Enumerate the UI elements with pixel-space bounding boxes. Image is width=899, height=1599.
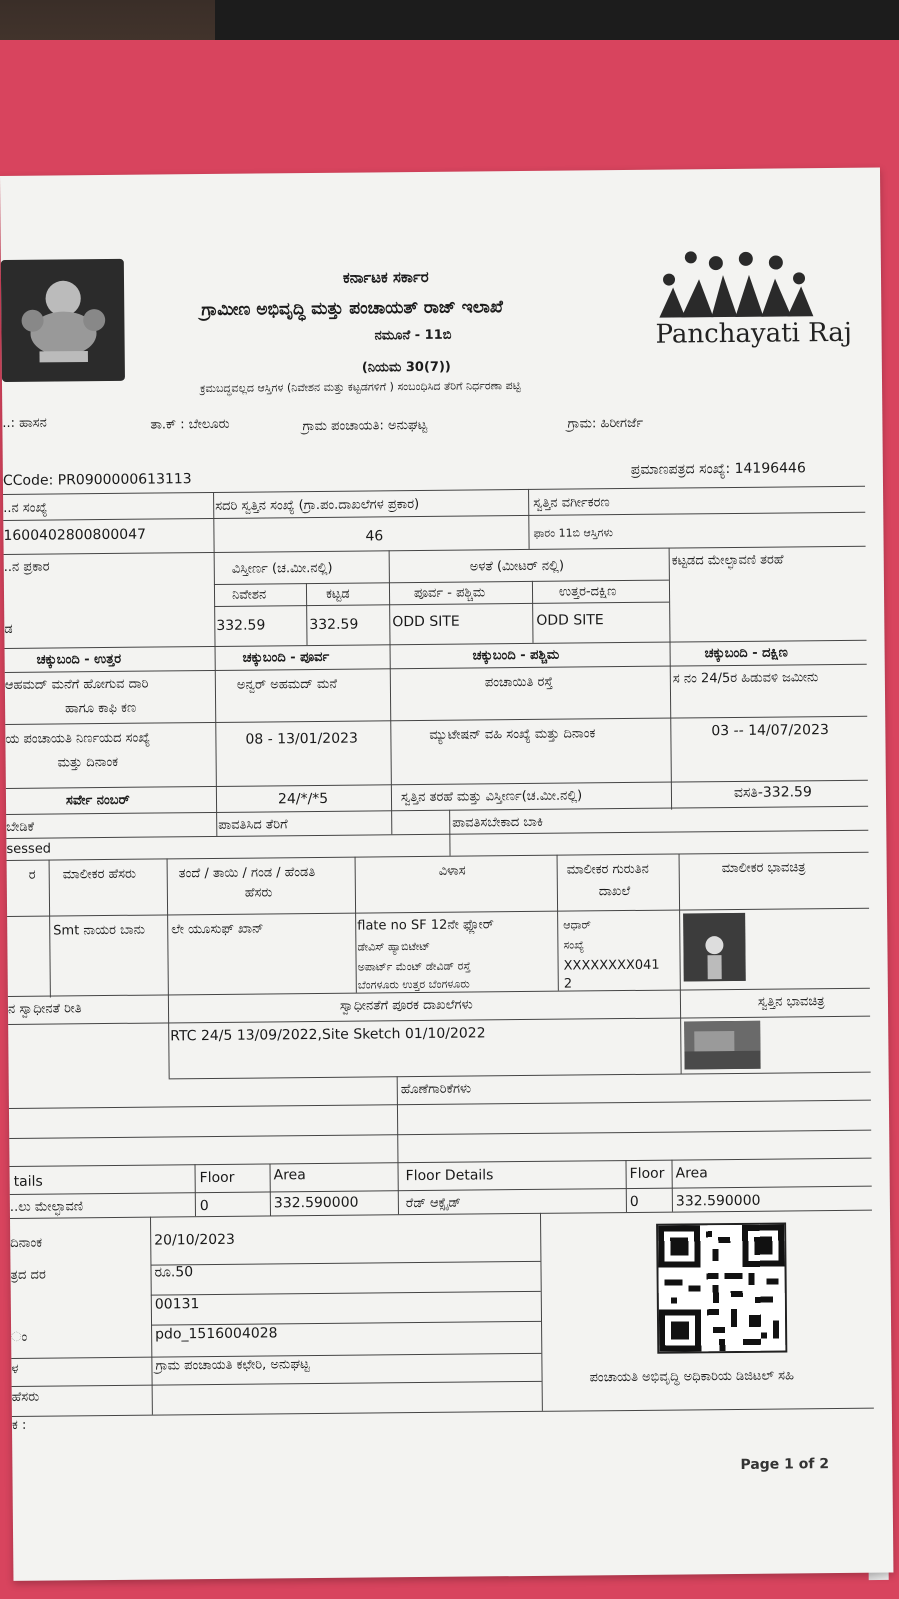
signature-label: ಕ : [11, 1417, 27, 1433]
owner-address-2: ಡೇವಿಸ್ ಹ್ಯಾಬಿಟೇಟ್ [357, 939, 431, 954]
owner-col-relation: ತಂದೆ / ತಾಯಿ / ಗಂಡ / ಹೆಂಡತಿ [178, 865, 316, 882]
gram-panchayat: ಗ್ರಾಮ ಪಂಚಾಯತಿ: ಅನುಘಟ್ಟ [302, 417, 428, 435]
emblem-icon [7, 265, 118, 376]
building-area-value: 332.59 [309, 616, 359, 634]
area-header-right: Area [675, 1165, 708, 1182]
resolution-label: ಯ ಪಂಚಾಯತಿ ನಿರ್ಣಯದ ಸಂಖ್ಯೆ [5, 730, 151, 747]
site-area-value: 332.59 [216, 617, 266, 634]
property-type-area-value: ವಸತಿ-332.59 [733, 784, 812, 801]
form-number: ನಮೂನೆ - 11ಬಿ [374, 327, 452, 344]
west-boundary-label: ಚಕ್ಕುಬಂದಿ - ಪಶ್ಚಿಮ [472, 647, 560, 664]
owner-col-id-2: ದಾಖಲೆ [598, 883, 631, 900]
owner-relation-name: ಲೇ ಯೂಸುಫ್ ಖಾನ್ [171, 921, 264, 938]
mutation-value: 03 -- 14/07/2023 [711, 722, 829, 740]
east-west-value: ODD SITE [392, 613, 460, 631]
property-id-value: 1600402800800047 [3, 526, 147, 544]
owner-address-4: ಬೆಂಗಳೂರು ಉತ್ತರ ಬೆಂಗಳೂರು [357, 977, 470, 992]
floor-header-left: Floor [199, 1169, 235, 1187]
pdo-value: pdo_1516004028 [155, 1325, 278, 1343]
owner-col-name: ಮಾಲೀಕರ ಹೆಸರು [62, 866, 137, 883]
sadari-value: 46 [365, 528, 384, 545]
floor-header-right: Floor [629, 1165, 665, 1183]
survey-label: ಸರ್ವೇ ನಂಬರ್ [65, 792, 130, 809]
department-title: ಗ್ರಾಮೀಣ ಅಭಿವೃದ್ಧಿ ಮತ್ತು ಪಂಚಾಯತ್ ರಾಜ್ ಇಲಾಖೆ [201, 297, 503, 321]
property-id-label: ..ನ ಸಂಖ್ಯೆ [3, 500, 48, 516]
resolution-value: 08 - 13/01/2023 [245, 730, 358, 748]
paid-tax-label: ಪಾವತಿಸಿದ ತೆರಿಗೆ [218, 817, 288, 833]
fee-value: ರೂ.50 [154, 1264, 194, 1281]
certificate-number: ಪ್ರಮಾಣಪತ್ರದ ಸಂಖ್ಯೆ: 14196446 [630, 460, 806, 478]
owner-aadhaar-number-2: 2 [563, 976, 573, 992]
survey-value: 24/*/*5 [277, 790, 329, 808]
name-label: ಹೆಸರು [11, 1389, 40, 1405]
property-photo-label: ಸ್ವತ್ತಿನ ಭಾವಚಿತ್ರ [757, 994, 825, 1010]
person-icon [683, 913, 746, 982]
owner-address-1: flate no SF 12ನೇ ಫ್ಲೋರ್ [357, 917, 494, 934]
possession-label: ನ ಸ್ವಾಧೀನತೆ ರೀತಿ [7, 1001, 82, 1017]
roof-type-left: ..ಲು ಮೇಲ್ಛಾವಣಿ [9, 1199, 84, 1215]
state-title: ಕರ್ನಾಟಕ ಸರ್ಕಾರ [342, 267, 429, 287]
east-boundary-value: ಅನ್ವರ್ ಅಹಮದ್ ಮನೆ [236, 676, 338, 693]
south-boundary-label: ಚಕ್ಕುಬಂದಿ - ದಕ್ಷಿಣ [704, 645, 788, 662]
qr-code [656, 1223, 787, 1354]
north-boundary-label: ಚಕ್ಕುಬಂದಿ - ಉತ್ತರ [36, 651, 122, 668]
construction-label: ಕಟ್ಟಡದ ಮೇಲ್ಛಾವಣಿ ತರಹೆ [671, 552, 784, 569]
receipt-value: 00131 [154, 1296, 200, 1313]
panchayati-raj-logo-icon [651, 248, 822, 370]
sadari-label: ಸದರಿ ಸ್ವತ್ತಿನ ಸಂಖ್ಯೆ (ಗ್ರಾ.ಪಂ.ದಾಖಲೆಗಳ ಪ್ರಕಾರ) [215, 496, 420, 514]
page-number: Page 1 of 2 [740, 1456, 830, 1473]
qr-code-icon [658, 1225, 785, 1352]
owner-col-id: ಮಾಲೀಕರ ಗುರುತಿನ [566, 861, 649, 878]
owner-id-type: ಆಧಾರ್ [563, 918, 591, 932]
north-boundary-value: ಆಹಮದ್ ಮನೆಗೆ ಹೋಗುವ ದಾರಿ [4, 676, 149, 693]
classification-label: ಸ್ವತ್ತಿನ ವರ್ಗೀಕರಣ [533, 495, 610, 511]
village: ಗ್ರಾಮ: ಹಿರೀಗರ್ಜೆ [567, 415, 644, 432]
resolution-label-2: ಮತ್ತು ದಿನಾಂಕ [57, 754, 119, 771]
digital-signature-label: ಪಂಚಾಯತಿ ಅಭಿವೃದ್ಧಿ ಅಧಿಕಾರಿಯ ಡಿಜಿಟಲ್ ಸಹಿ [589, 1368, 795, 1386]
rule-number: (ನಿಯಮ 30(7)) [361, 359, 451, 376]
building-label: ಕಟ್ಟಡ [325, 586, 350, 602]
date-label: ದಿನಾಂಕ [10, 1235, 43, 1251]
owner-aadhaar-number: XXXXXXXX041 [563, 957, 660, 974]
possession-docs-label: ಸ್ವಾಧೀನತೆಗೆ ಪೂರಕ ದಾಖಲೆಗಳು [339, 997, 473, 1014]
property-type-label: ..ನ ಪ್ರಕಾರ [3, 559, 50, 575]
classification-value: ಫಾರಂ 11ಬಿ ಆಸ್ತಿಗಳು [533, 526, 613, 540]
owner-col-no: ರ [28, 867, 36, 883]
owner-name: Smt ನಾಯರ ಬಾನು [53, 922, 146, 939]
owner-col-relation-2: ಹೆಸರು [244, 885, 273, 901]
taluk: ತಾ.ಕ್ : ಬೇಲೂರು [150, 416, 230, 433]
form-11b-document [0, 168, 893, 1581]
east-boundary-label: ಚಕ್ಕುಬಂದಿ - ಪೂರ್ವ [242, 649, 330, 666]
owner-address-3: ಅಪಾರ್ಟ್ ಮೆಂಟ್ ಡೇವಿಡ್ ರಸ್ತೆ [357, 959, 471, 974]
date-value: 20/10/2023 [154, 1231, 236, 1249]
logo-text: Panchayati Raj [655, 317, 853, 350]
form-subtitle: ಕ್ರಮಬದ್ಧವಲ್ಲದ ಆಸ್ತಿಗಳ (ನಿವೇಶನ ಮತ್ತು ಕಟ್ಟಡಗಳಿಗೆ ) ಸಂಬಂಧಿಸಿದ ತೆರಿಗೆ ನಿರ್ಧರಣಾ ಪಟ್ಟಿ [199, 379, 521, 396]
north-boundary-value-2: ಹಾಗೂ ಕಾಫಿ ಕಣ [65, 700, 137, 717]
property-photo [684, 1021, 760, 1070]
balance-label: ಪಾವತಿಸಬೇಕಾದ ಬಾಕಿ [452, 814, 544, 831]
assessed-label: sessed [6, 841, 52, 857]
fee-label: ತ್ರದ ದರ [10, 1267, 46, 1283]
office-label: ಳ [11, 1361, 19, 1377]
owner-col-address: ವಿಳಾಸ [438, 863, 466, 879]
floor-value-right: 0 [629, 1193, 639, 1211]
site-label: ನಿವೇಶನ [231, 587, 267, 603]
north-south-label: ಉತ್ತರ-ದಕ್ಷಿಣ [558, 584, 617, 600]
south-boundary-value: ಸ ನಂ 24/5ರ ಹಿಡುವಳಿ ಜಮೀನು [672, 670, 819, 687]
floor-details-right: Floor Details [405, 1167, 494, 1185]
owner-col-photo: ಮಾಲೀಕರ ಭಾವಚಿತ್ರ [721, 860, 806, 877]
owner-photo [683, 913, 746, 982]
possession-docs-value: RTC 24/5 13/09/2022,Site Sketch 01/10/2022 [170, 1025, 486, 1045]
mutation-label: ಮ್ಯುಟೇಷನ್ ವಹಿ ಸಂಖ್ಯೆ ಮತ್ತು ದಿನಾಂಕ [429, 726, 596, 743]
receipt-label: ಂ [11, 1329, 28, 1345]
area-value-left: 332.590000 [273, 1194, 359, 1212]
karnataka-emblem [1, 259, 125, 382]
office-value: ಗ್ರಾಮ ಪಂಚಾಯತಿ ಕಛೇರಿ, ಅನುಘಟ್ಟ [155, 1357, 310, 1374]
building-icon [684, 1021, 760, 1070]
area-value-right: 332.590000 [675, 1192, 761, 1210]
area-header-left: Area [273, 1167, 306, 1184]
roof-type-right: ರೆಡ್ ಆಕ್ಸೈಡ್ [405, 1195, 461, 1212]
north-south-value: ODD SITE [536, 612, 604, 629]
property-type-area-label: ಸ್ವತ್ತಿನ ತರಹೆ ಮತ್ತು ವಿಸ್ತೀರ್ಣ(ಚ.ಮೀ.ನಲ್ಲಿ) [400, 788, 583, 806]
east-west-label: ಪೂರ್ವ - ಪಶ್ಚಿಮ [413, 585, 486, 602]
west-boundary-value: ಪಂಚಾಯಿತಿ ರಸ್ತೆ [484, 674, 553, 691]
demand-label: ಬೇಡಿಕೆ [6, 819, 35, 835]
floor-value-left: 0 [199, 1198, 209, 1215]
lgd-code: CCode: PR0900000613113 [2, 471, 192, 489]
owner-id-type-2: ಸಂಖ್ಯೆ [563, 938, 585, 952]
dimension-label: ಅಳತೆ (ಮೀಟರ್ ನಲ್ಲಿ) [469, 558, 565, 575]
liabilities-label: ಹೊಣೆಗಾರಿಕೆಗಳು [400, 1081, 472, 1098]
floor-details-left: tails [13, 1173, 43, 1190]
district: ..: ಹಾಸನ [2, 415, 47, 431]
area-label: ವಿಸ್ತೀರ್ಣ (ಚ.ಮೀ.ನಲ್ಲಿ) [231, 560, 333, 577]
property-type-value: ಡ [4, 621, 13, 637]
